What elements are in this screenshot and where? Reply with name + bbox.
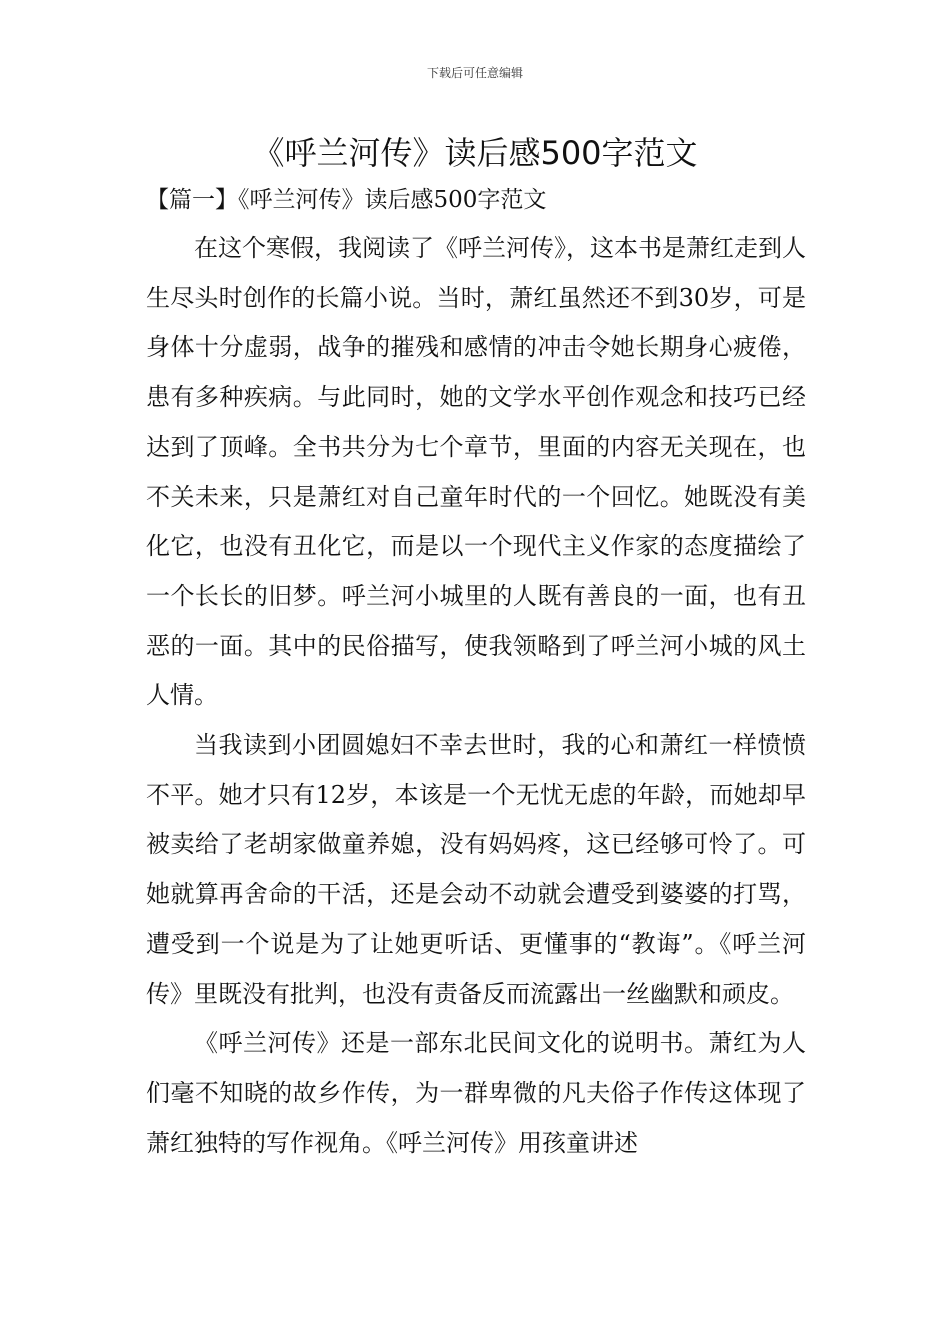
body-text (146, 224, 806, 1168)
paragraph-1: 在这个寒假，我阅读了《呼兰河传》，这本书是萧红走到人生尽头时创作的长篇小说。当时，萧红虽然还不到30岁，可是身体十分虚弱，战争的摧残和感情的冲击令她长期身心疲倦，患有多种疾病。与此同时，她的文学水平创作观念和技巧已经达到了顶峰。全书共分为七个章节，里面的内容无关现在，也不关未来，只是萧红对自己童年时代的一个回忆。她既没有美化它，也没有丑化它，而是以一个现代主义作家的态度描绘了一个长长的旧梦。呼兰河小城里的人既有善良的一面，也有丑恶的一面。其中的民俗描写，使我领略到了呼兰河小城的风土人情。 (146, 234, 806, 710)
paragraph-3: 《呼兰河传》还是一部东北民间文化的说明书。萧红为人们毫不知晓的故乡作传，为一群卑微的凡夫俗子作传这体现了萧红独特的写作视角。《呼兰河传》用孩童讲述 (146, 1029, 806, 1157)
header-note: 下载后可任意编辑 (426, 66, 523, 80)
document-title: 《呼兰河传》读后感500字范文 (252, 134, 698, 172)
section-heading: 【篇一】《呼兰河传》读后感500字范文 (146, 187, 547, 213)
paragraph-2: 当我读到小团圆媳妇不幸去世时，我的心和萧红一样愤愤不平。她才只有12岁，本该是一个无忧无虑的年龄，而她却早被卖给了老胡家做童养媳，没有妈妈疼，这已经够可怜了。可她就算再舍命的干活，还是会动不动就会遭受到婆婆的打骂，遭受到一个说是为了让她更听话、更懂事的“教诲”。《呼兰河传》里既没有批判，也没有责备反而流露出一丝幽默和顽皮。 (146, 731, 806, 1008)
